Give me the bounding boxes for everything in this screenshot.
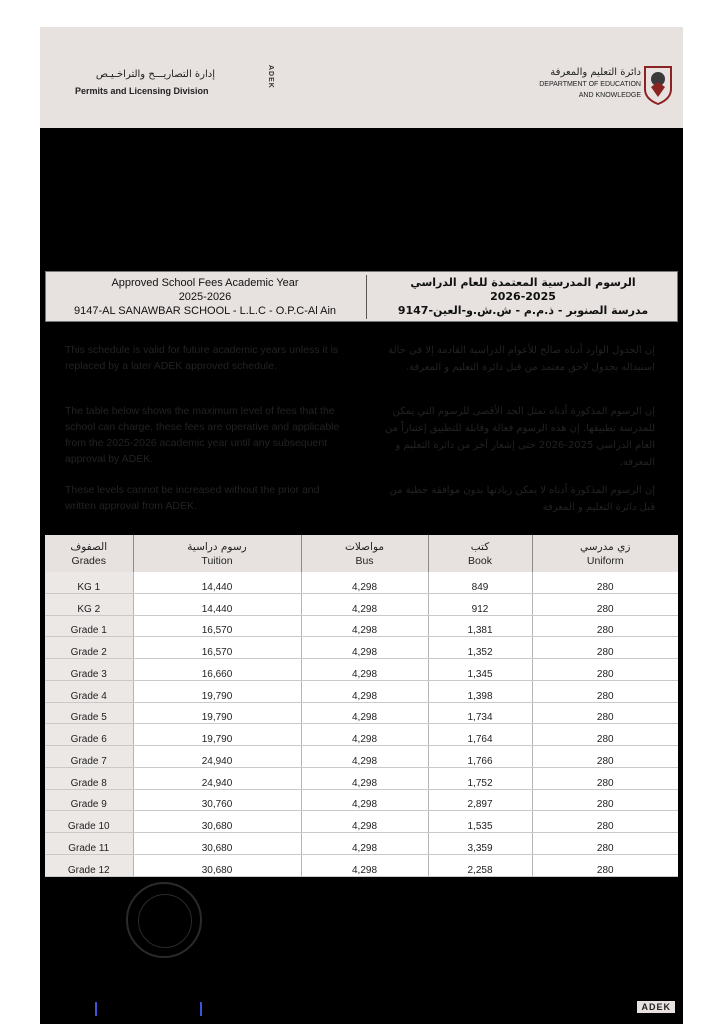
uniform-cell: 280 [532,593,678,615]
title-ar-line3: 9147-مدرسة الصنوبر - ذ.م.م - ش.ش.و-العين [397,304,649,317]
title-en-line2: 2025-2026 [178,291,232,303]
uniform-cell: 280 [532,615,678,637]
uniform-cell: 280 [532,789,678,811]
fees-table [45,535,678,877]
tuition-cell: 30,680 [133,854,301,876]
col-header-uniform: زي مدرسي Uniform [532,535,678,572]
bus-cell: 4,298 [301,593,428,615]
table-row [45,767,678,789]
bus-cell: 4,298 [301,811,428,833]
tuition-cell: 14,440 [133,572,301,593]
book-cell: 1,752 [428,767,532,789]
uniform-cell: 280 [532,854,678,876]
tuition-cell: 16,570 [133,615,301,637]
col-header-bus: مواصلات Bus [301,535,428,572]
book-cell: 912 [428,593,532,615]
title-en-line3: 9147-AL SANAWBAR SCHOOL - L.L.C - O.P.C-Al Ain [73,305,337,317]
table-row [45,637,678,659]
uniform-cell: 280 [532,659,678,681]
note-ar-validity: إن الجدول الوارد أدناه صالح للأعوام الدراسية القادمة إلا في حالة استبداله بجدول لاحق معتمد من قبل دائرة التعليم و المعرفة. [388,345,655,373]
document-header [40,27,683,128]
grade-cell: Grade 6 [45,724,133,746]
bus-cell: 4,298 [301,615,428,637]
grade-cell: KG 1 [45,572,133,593]
book-cell: 2,897 [428,789,532,811]
table-row [45,572,678,593]
permits-division-en: Permits and Licensing Division [75,86,209,96]
book-cell: 1,381 [428,615,532,637]
tuition-cell: 16,570 [133,637,301,659]
grade-cell: Grade 2 [45,637,133,659]
book-cell: 1,764 [428,724,532,746]
table-row [45,659,678,681]
note-en-validity: This schedule is valid for future academic years unless it is replaced by a later ADEK approved schedule. [65,344,339,372]
tuition-cell: 14,440 [133,593,301,615]
bus-cell: 4,298 [301,659,428,681]
title-en-line1: Approved School Fees Academic Year [111,277,299,289]
official-seal-stamp [126,882,202,958]
grade-cell: Grade 7 [45,746,133,768]
title-arabic [368,276,678,318]
tuition-cell: 24,940 [133,767,301,789]
uniform-cell: 280 [532,746,678,768]
table-row [45,854,678,876]
grade-cell: Grade 12 [45,854,133,876]
grade-cell: Grade 11 [45,833,133,855]
grade-cell: Grade 10 [45,811,133,833]
bus-cell: 4,298 [301,789,428,811]
department-name-ar: دائرة التعليم والمعرفة [550,67,641,78]
note-en-approval: These levels cannot be increased without the prior and written approval from ADEK. [65,484,320,512]
tuition-cell: 30,680 [133,833,301,855]
table-row [45,833,678,855]
tuition-cell: 19,790 [133,702,301,724]
table-row [45,680,678,702]
bus-cell: 4,298 [301,767,428,789]
signature-mark [200,1002,202,1016]
note-ar-approval: إن الرسوم المذكورة أدناه لا يمكن زيادتها بدون موافقة خطية من قبل دائرة التعليم و المعرفة [389,485,655,513]
col-header-book: كتب Book [428,535,532,572]
uniform-cell: 280 [532,811,678,833]
falcon-emblem-icon [641,63,675,105]
permits-division-ar: إدارة التصاريـــح والتراخـيـص [95,69,215,80]
uniform-cell: 280 [532,680,678,702]
permits-division-block [75,69,215,96]
note-en-max-fees: The table below shows the maximum level of fees that the school can charge, these fees are operative and applicable from the 2025-2026 academic year until any subsequent approval by ADEK. [65,405,340,465]
department-name-en-2: AND KNOWLEDGE [578,92,641,99]
department-name-en-1: DEPARTMENT OF EDUCATION [539,81,641,88]
tuition-cell: 24,940 [133,746,301,768]
grade-cell: Grade 4 [45,680,133,702]
title-divider [366,275,367,319]
uniform-cell: 280 [532,702,678,724]
tuition-cell: 16,660 [133,659,301,681]
department-name-block [539,67,641,100]
table-row [45,811,678,833]
bus-cell: 4,298 [301,724,428,746]
tuition-cell: 19,790 [133,724,301,746]
title-english [46,276,364,318]
tuition-cell: 30,680 [133,811,301,833]
book-cell: 1,345 [428,659,532,681]
uniform-cell: 280 [532,833,678,855]
tuition-cell: 19,790 [133,680,301,702]
bus-cell: 4,298 [301,833,428,855]
grade-cell: KG 2 [45,593,133,615]
col-header-grades: الصفوف Grades [45,535,133,572]
book-cell: 1,352 [428,637,532,659]
book-cell: 3,359 [428,833,532,855]
uniform-cell: 280 [532,724,678,746]
book-cell: 2,258 [428,854,532,876]
grade-cell: Grade 9 [45,789,133,811]
grade-cell: Grade 1 [45,615,133,637]
book-cell: 849 [428,572,532,593]
bus-cell: 4,298 [301,702,428,724]
book-cell: 1,734 [428,702,532,724]
col-header-tuition: رسوم دراسية Tuition [133,535,301,572]
grade-cell: Grade 3 [45,659,133,681]
title-ar-line1: الرسوم المدرسية المعتمدة للعام الدراسي [410,276,636,289]
adek-footer-logo: ADEK [637,1001,675,1013]
table-row [45,789,678,811]
signature-mark [95,1002,97,1016]
bus-cell: 4,298 [301,572,428,593]
fees-table-header-row [45,535,678,572]
book-cell: 1,535 [428,811,532,833]
table-row [45,593,678,615]
note-ar-max-fees: إن الرسوم المذكورة أدناه تمثل الحد الأقصى للرسوم التي يمكن للمدرسة تطبيقها. إن هذه الرسوم فعالة وقابلة للتطبيق إعتباراً من العام الدراسي 2025-2026 حتى إشعار آخر من دائرة التعليم و المعرفة. [385,406,655,468]
book-cell: 1,398 [428,680,532,702]
adek-vertical-logo: ADEK [267,65,274,89]
bus-cell: 4,298 [301,854,428,876]
fees-table-body [45,572,678,876]
uniform-cell: 280 [532,572,678,593]
bus-cell: 4,298 [301,637,428,659]
table-row [45,702,678,724]
table-row [45,746,678,768]
bus-cell: 4,298 [301,746,428,768]
title-ar-line2: 2026-2025 [490,290,556,303]
grade-cell: Grade 5 [45,702,133,724]
book-cell: 1,766 [428,746,532,768]
table-row [45,615,678,637]
tuition-cell: 30,760 [133,789,301,811]
uniform-cell: 280 [532,637,678,659]
uniform-cell: 280 [532,767,678,789]
grade-cell: Grade 8 [45,767,133,789]
bus-cell: 4,298 [301,680,428,702]
fee-document-page [40,27,683,1024]
table-row [45,724,678,746]
fees-title-box [45,271,678,322]
